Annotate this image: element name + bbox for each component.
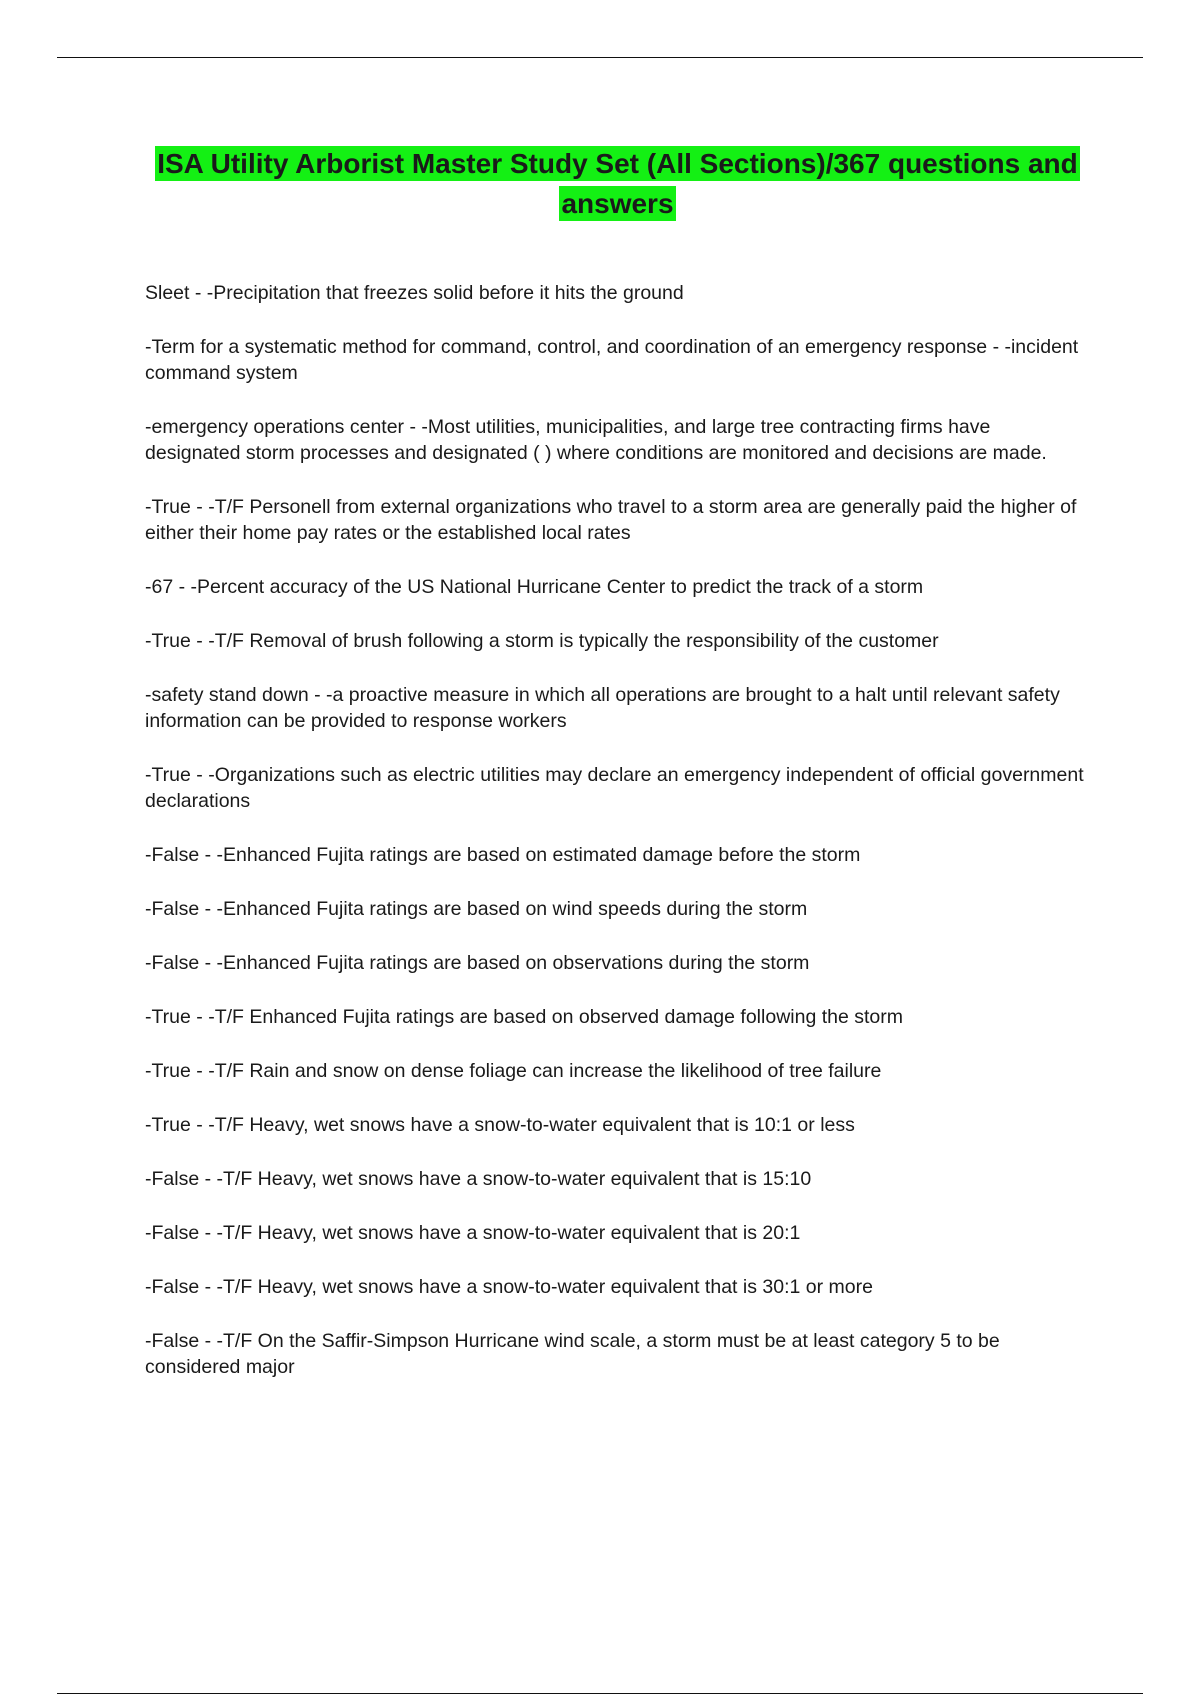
qa-item: -False - -Enhanced Fujita ratings are based on wind speeds during the storm bbox=[145, 898, 808, 920]
qa-item: -True - -T/F Personell from external organizations who travel to a storm area are generally paid the higher of either their home pay rates or the established local rates bbox=[145, 496, 1077, 544]
top-divider bbox=[57, 57, 1143, 58]
qa-item: -True - -T/F Rain and snow on dense foliage can increase the likelihood of tree failure bbox=[145, 1060, 882, 1082]
qa-item: -67 - -Percent accuracy of the US National Hurricane Center to predict the track of a storm bbox=[145, 576, 924, 598]
bottom-divider bbox=[57, 1693, 1143, 1694]
qa-item: -safety stand down - -a proactive measure in which all operations are brought to a halt until relevant safety information can be provided to response workers bbox=[145, 684, 1060, 732]
qa-item: -False - -T/F Heavy, wet snows have a snow-to-water equivalent that is 30:1 or more bbox=[145, 1276, 873, 1298]
qa-item: -True - -Organizations such as electric utilities may declare an emergency independent of official government declarations bbox=[145, 764, 1084, 812]
qa-item: -True - -T/F Heavy, wet snows have a snow-to-water equivalent that is 10:1 or less bbox=[145, 1114, 855, 1136]
qa-item: -Term for a systematic method for command, control, and coordination of an emergency response - -incident command system bbox=[145, 336, 1079, 384]
qa-item: -False - -T/F On the Saffir-Simpson Hurricane wind scale, a storm must be at least category 5 to be considered major bbox=[145, 1330, 1000, 1378]
qa-item: -False - -T/F Heavy, wet snows have a snow-to-water equivalent that is 15:10 bbox=[145, 1168, 812, 1190]
qa-item: -emergency operations center - -Most utilities, municipalities, and large tree contracting firms have designated storm processes and designated ( ) where conditions are monitored and decisions are made. bbox=[145, 416, 1047, 464]
qa-item: -False - -Enhanced Fujita ratings are based on observations during the storm bbox=[145, 952, 810, 974]
title-highlight: ISA Utility Arborist Master Study Set (All Sections)/367 questions and answers bbox=[157, 148, 1078, 219]
qa-item: -False - -Enhanced Fujita ratings are based on estimated damage before the storm bbox=[145, 844, 861, 866]
qa-item: -False - -T/F Heavy, wet snows have a snow-to-water equivalent that is 20:1 bbox=[145, 1222, 801, 1244]
qa-item: -True - -T/F Removal of brush following a storm is typically the responsibility of the customer bbox=[145, 630, 939, 652]
qa-item: -True - -T/F Enhanced Fujita ratings are based on observed damage following the storm bbox=[145, 1006, 903, 1028]
document-title bbox=[130, 144, 1105, 224]
qa-item: Sleet - -Precipitation that freezes solid before it hits the ground bbox=[145, 282, 684, 304]
qa-list bbox=[145, 280, 1085, 1408]
